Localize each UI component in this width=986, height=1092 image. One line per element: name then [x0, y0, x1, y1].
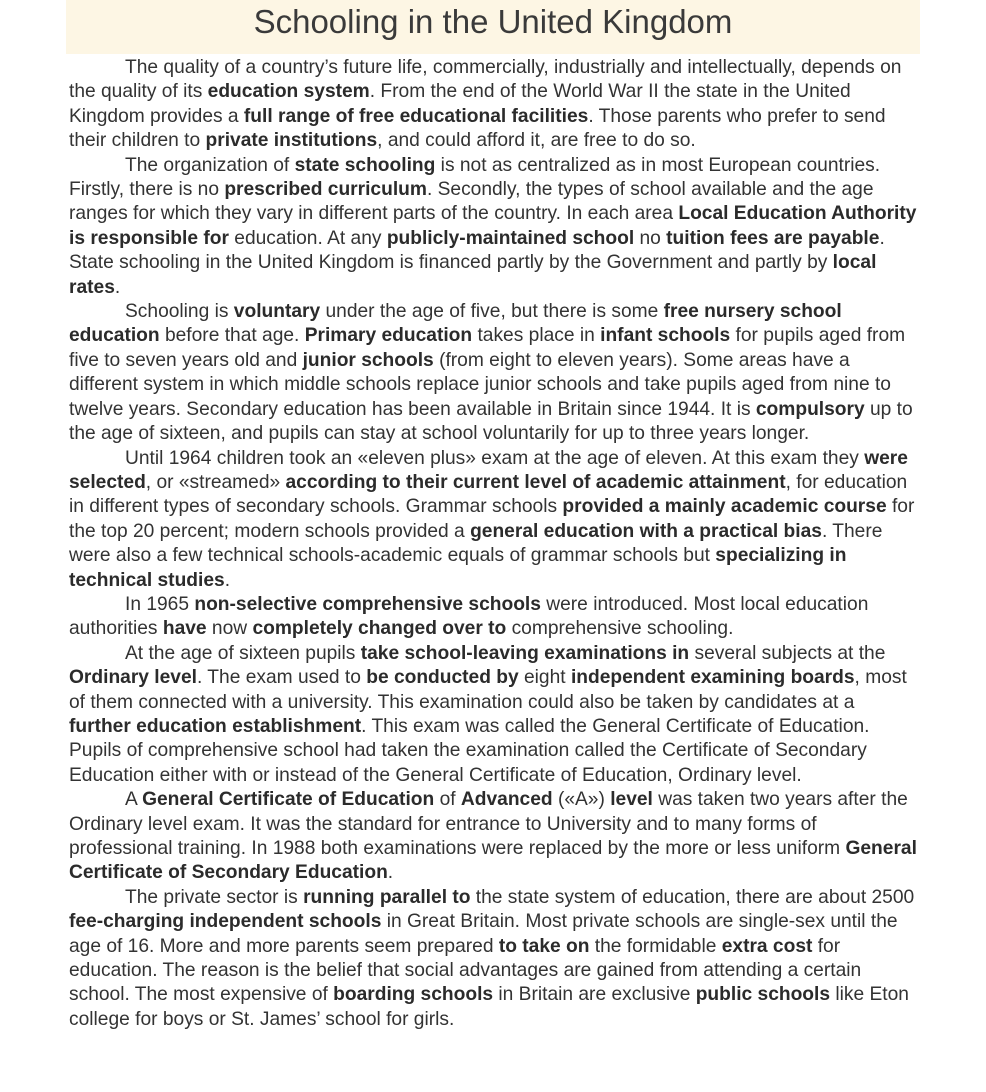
text-run: . From the end of the World War II the state in the United Kingdom provides a — [69, 81, 851, 127]
key-term: compulsory — [755, 398, 865, 420]
text-run: . — [114, 276, 121, 298]
paragraph-8 — [69, 886, 921, 1032]
key-term: running parallel to — [303, 886, 471, 908]
key-term: fee-charging independent schools — [69, 911, 382, 933]
text-run: . Secondly, the types of school available and the age ranges for which they vary in different parts of the country. In each area — [69, 179, 874, 225]
text-run: for education. The reason is the belief that social advantages are gained from attending a certain school. The most expensive of — [69, 935, 862, 1006]
key-term: Local Education Authority is responsible for — [69, 203, 917, 249]
key-term: Advanced — [460, 789, 553, 811]
text-run: Schooling is — [125, 301, 234, 323]
paragraph-4 — [69, 447, 921, 593]
text-run: in Britain are exclusive — [493, 984, 696, 1006]
key-term: specializing in technical studies — [69, 545, 847, 591]
text-run: , most of them connected with a university. This examination could also be taken by candidates at a — [69, 667, 907, 713]
text-run: . Those parents who prefer to send their children to — [69, 105, 886, 152]
paragraph-3 — [69, 300, 921, 446]
text-run: was taken two years after the Ordinary level exam. It was the standard for entrance to University and to many forms of professional training. In 1988 both examinations were replaced by the more or less uniform — [69, 789, 908, 859]
text-run: Until 1964 children took an «eleven plus» exam at the age of eleven. At this exam they — [125, 447, 865, 469]
key-term: local rates — [69, 252, 877, 298]
text-run: . The exam used to — [196, 667, 367, 689]
title-banner — [66, 0, 920, 54]
key-term: prescribed curriculum — [224, 179, 427, 201]
text-run: At the age of sixteen pupils — [125, 642, 361, 664]
key-term: General Certificate of Secondary Education — [69, 838, 917, 884]
text-run: is not as centralized as in most European countries. Firstly, there is no — [69, 154, 881, 201]
text-run: , for education in different types of secondary schools. Grammar schools — [69, 471, 908, 518]
key-term: tuition fees are payable — [666, 227, 880, 249]
text-run: for the top 20 percent; modern schools provided a — [69, 496, 915, 542]
text-run: education. At any — [228, 227, 387, 249]
text-run: , and could afford it, are free to do so. — [377, 130, 696, 152]
text-run: in Great Britain. Most private schools are single-sex until the age of 16. More and more parents seem prepared — [69, 911, 898, 957]
key-term: boarding schools — [333, 984, 494, 1006]
text-run: takes place in — [472, 325, 601, 347]
key-term: be conducted by — [366, 667, 519, 689]
key-term: have — [162, 618, 207, 640]
key-term: were selected — [69, 447, 908, 493]
key-term: Ordinary level — [69, 667, 197, 689]
paragraph-6 — [69, 642, 921, 788]
key-term: further education establishment — [69, 715, 362, 737]
text-run: for pupils aged from five to seven years old and — [69, 325, 906, 371]
key-term: publicly-maintained school — [386, 227, 635, 249]
text-run: under the age of five, but there is some — [320, 301, 664, 323]
text-run: . There were also a few technical schools-academic equals of grammar schools but — [69, 520, 883, 567]
paragraph-7 — [69, 788, 921, 886]
paragraph-5 — [69, 593, 921, 642]
text-run: . — [224, 569, 231, 591]
text-run: A — [125, 789, 143, 811]
key-term: according to their current level of academic attainment — [285, 471, 786, 493]
key-term: state schooling — [294, 154, 436, 176]
key-term: completely changed over to — [252, 618, 507, 640]
text-run: before that age. — [159, 325, 305, 347]
key-term: general education with a practical bias — [470, 520, 822, 542]
text-run: In 1965 — [125, 593, 195, 615]
text-run: the state system of education, there are about 2500 — [470, 886, 915, 908]
key-term: infant schools — [600, 325, 731, 347]
text-run: The organization of — [125, 154, 295, 176]
key-term: extra cost — [721, 935, 813, 957]
text-run: , or «streamed» — [145, 471, 286, 493]
text-run: . — [387, 862, 394, 884]
text-run: eight — [518, 667, 571, 689]
key-term: provided a mainly academic course — [562, 496, 887, 518]
text-run: comprehensive schooling. — [506, 618, 734, 640]
key-term: Primary education — [304, 325, 473, 347]
text-run: (from eight to eleven years). Some areas have a different system in which middle schools replace junior schools and take pupils aged from nine to twelve years. Secondary education has been available in Britain since 1944. It is — [69, 349, 891, 420]
text-run: were introduced. Most local education authorities — [69, 593, 869, 640]
key-term: private institutions — [205, 130, 378, 152]
article-body — [69, 56, 921, 1032]
key-term: level — [610, 789, 653, 811]
key-term: to take on — [498, 935, 590, 957]
page-title: Schooling in the United Kingdom — [253, 3, 733, 40]
text-run: like Eton college for boys or St. James’ school for girls. — [69, 984, 909, 1030]
text-run: several subjects at the — [689, 642, 886, 664]
key-term: full range of free educational facilities — [243, 105, 589, 127]
text-run: The quality of a country’s future life, commercially, industrially and intellectually, depends on the quality of its — [69, 57, 902, 103]
key-term: free nursery school education — [69, 301, 842, 347]
key-term: voluntary — [233, 301, 321, 323]
text-run: no — [634, 227, 667, 249]
text-run: («A») — [552, 789, 611, 811]
text-run: . This exam was called the General Certificate of Education. Pupils of comprehensive school had taken the examination called the Certificate of Secondary Education either with or instead of the General Certificate of Education, Ordinary level. — [69, 715, 870, 786]
paragraph-1 — [69, 56, 921, 154]
text-run: up to the age of sixteen, and pupils can stay at school voluntarily for up to three years longer. — [69, 398, 913, 445]
key-term: public schools — [695, 984, 831, 1006]
text-run: The private sector is — [125, 886, 304, 908]
text-run: now — [206, 618, 253, 640]
text-run: . State schooling in the United Kingdom is financed partly by the Government and partly by — [69, 227, 885, 274]
key-term: education system — [207, 81, 370, 103]
key-term: junior schools — [302, 349, 434, 371]
key-term: General Certificate of Education — [142, 789, 435, 811]
key-term: non-selective comprehensive schools — [194, 593, 541, 615]
paragraph-2 — [69, 154, 921, 300]
text-run: of — [434, 789, 461, 811]
key-term: independent examining boards — [570, 667, 855, 689]
text-run: the formidable — [589, 935, 722, 957]
key-term: take school-leaving examinations in — [360, 642, 690, 664]
